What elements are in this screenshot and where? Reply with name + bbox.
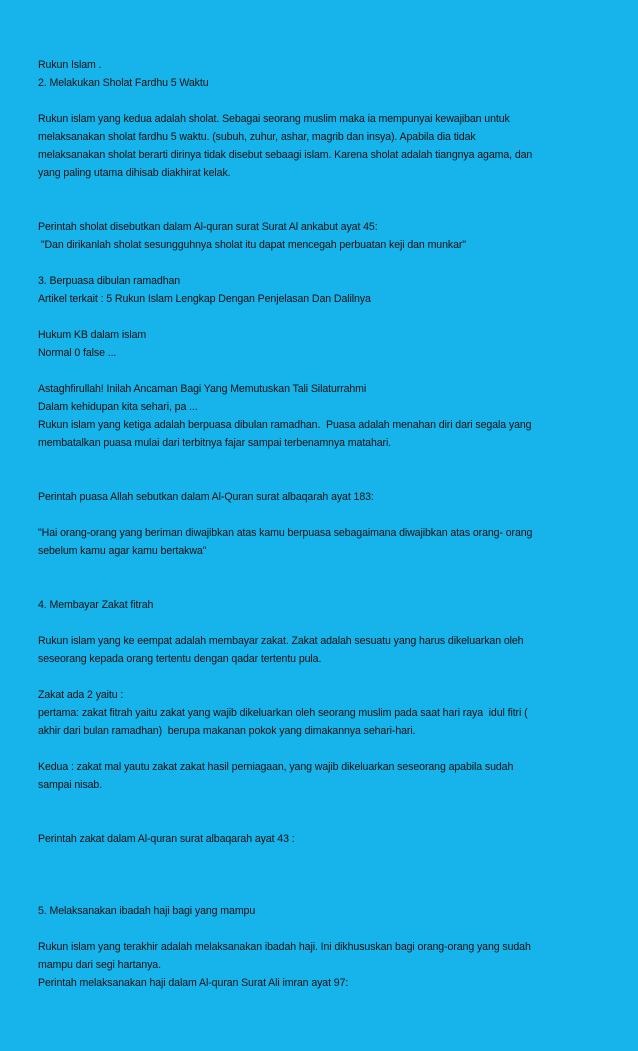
document-body: [38, 56, 598, 992]
section-4-type-2-line: Kedua : zakat mal yautu zakat zakat hasil perniagaan, yang wajib dikeluarkan seseorang apabila sudah: [38, 761, 514, 773]
section-2-body-line: Rukun islam yang kedua adalah sholat. Sebagai seorang muslim maka ia mempunyai kewajiban untuk: [38, 113, 510, 125]
section-2-body-line: melaksanakan sholat fardhu 5 waktu. (subuh, zuhur, ashar, magrib dan insya). Apabila dia tidak: [38, 131, 476, 143]
section-4-body-line: Rukun islam yang ke eempat adalah membayar zakat. Zakat adalah sesuatu yang harus dikeluarkan oleh: [38, 635, 524, 647]
section-2-quote: "Dan dirikanlah sholat sesungguhnya sholat itu dapat mencegah perbuatan keji dan munkar": [38, 239, 466, 251]
related-article-link[interactable]: Artikel terkait : 5 Rukun Islam Lengkap Dengan Penjelasan Dan Dalilnya: [38, 293, 371, 305]
section-5-body-line: Rukun islam yang terakhir adalah melaksanakan ibadah haji. Ini dikhususkan bagi orang-orang yang sudah: [38, 941, 531, 953]
section-4-command: Perintah zakat dalam Al-quran surat albaqarah ayat 43 :: [38, 833, 295, 845]
section-2-body-line: melaksanakan sholat berarti dirinya tidak disebut sebaagi islam. Karena sholat adalah tiangnya agama, dan: [38, 149, 533, 161]
section-3-quote-line: "Hai orang-orang yang beriman diwajibkan atas kamu berpuasa sebagaimana diwajibkan atas orang- orang: [38, 527, 533, 539]
section-3-body-line: Rukun islam yang ketiga adalah berpuasa dibulan ramadhan. Puasa adalah menahan diri dari segala yang: [38, 419, 532, 431]
section-3-title: 3. Berpuasa dibulan ramadhan: [38, 275, 181, 287]
section-3-command: Perintah puasa Allah sebutkan dalam Al-Quran surat albaqarah ayat 183:: [38, 491, 374, 503]
related-post-1-title[interactable]: Hukum KB dalam islam: [38, 329, 147, 341]
section-4-title: 4. Membayar Zakat fitrah: [38, 599, 154, 611]
related-post-1-snippet: Normal 0 false ...: [38, 347, 117, 359]
section-5-title: 5. Melaksanakan ibadah haji bagi yang mampu: [38, 905, 256, 917]
related-post-2-title[interactable]: Astaghfirullah! Inilah Ancaman Bagi Yang Memutuskan Tali Silaturrahmi: [38, 383, 367, 395]
section-2-body-line: yang paling utama dihisab diakhirat kelak.: [38, 167, 231, 179]
section-4-type-2-line: sampai nisab.: [38, 779, 103, 791]
section-5-body-line: mampu dari segi hartanya.: [38, 959, 161, 971]
section-4-type-1-line: pertama: zakat fitrah yaitu zakat yang wajib dikeluarkan oleh seorang muslim pada saat hari raya idul fitri (: [38, 707, 528, 719]
section-4-type-1-line: akhir dari bulan ramadhan) berupa makanan pokok yang dimakannya sehari-hari.: [38, 725, 416, 737]
related-post-2-snippet: Dalam kehidupan kita sehari, pa ...: [38, 401, 198, 413]
section-5-command: Perintah melaksanakan haji dalam Al-quran Surat Ali imran ayat 97:: [38, 977, 349, 989]
document-heading: Rukun Islam .: [38, 59, 102, 71]
section-2-command: Perintah sholat disebutkan dalam Al-quran surat Surat Al ankabut ayat 45:: [38, 221, 378, 233]
section-4-body-line: seseorang kepada orang tertentu dengan qadar tertentu pula.: [38, 653, 322, 665]
section-4-types-intro: Zakat ada 2 yaitu :: [38, 689, 124, 701]
section-3-body-line: membatalkan puasa mulai dari terbitnya fajar sampai terbenamnya matahari.: [38, 437, 392, 449]
section-3-quote-line: sebelum kamu agar kamu bertakwa": [38, 545, 207, 557]
section-2-title: 2. Melakukan Sholat Fardhu 5 Waktu: [38, 77, 209, 89]
